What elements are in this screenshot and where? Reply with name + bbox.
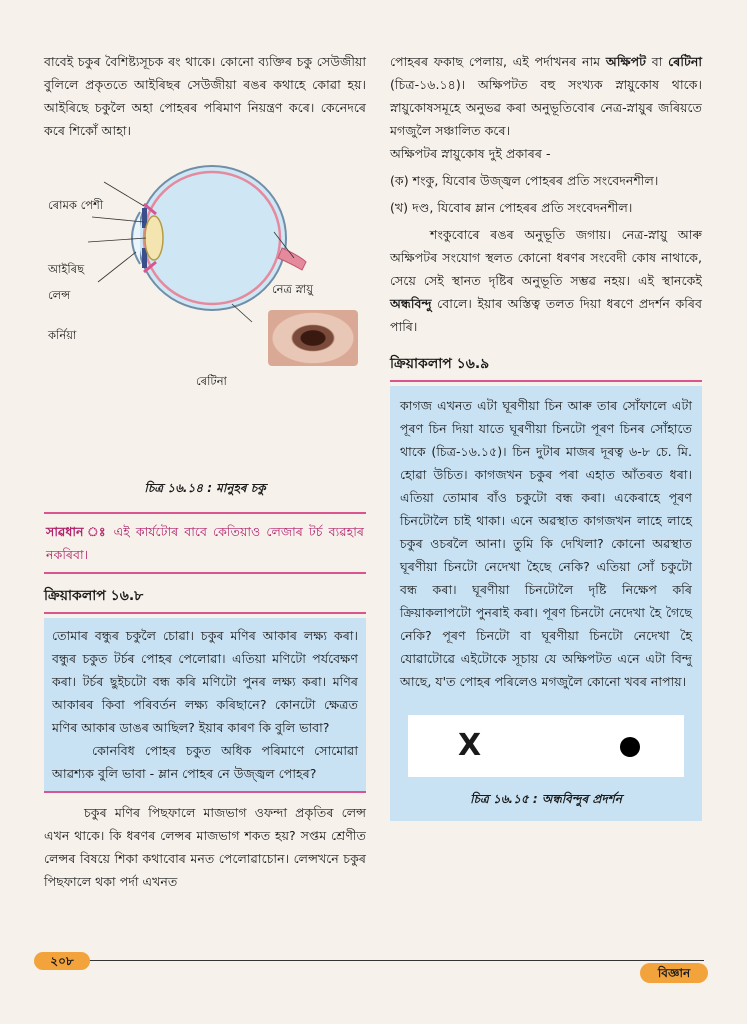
- blind-spot-paragraph: [390, 223, 702, 338]
- left-column: [44, 50, 366, 893]
- eye-figure: [44, 142, 366, 442]
- term-blind-spot: অন্ধবিন্দু: [390, 296, 432, 311]
- blind-spot-text-c: বোলে। ইয়াৰ অস্তিত্ব তলত দিয়া ধৰণে প্ৰদৰ্শন কৰিব পাৰি।: [390, 296, 702, 334]
- warning-lead: সাৱধান ঃ: [46, 524, 108, 539]
- page-number-badge: ২০৮: [34, 952, 90, 970]
- activity-169-title: ক্ৰিয়াকলাপ ১৬.৯: [390, 352, 702, 382]
- retina-text-d: (চিত্ৰ-১৬.১৪)। অক্ষিপটত বহু সংখ্যক স্নায়ুকোষ থাকে। স্নায়ুকোষসমূহে অনুভৱ কৰা অনুভূতিবোৰ নেত্ৰ-স্নায়ুৰ জৰিয়তে মগজুলৈ সঞ্চালিত কৰে।: [390, 77, 702, 138]
- round-dot: [620, 737, 640, 757]
- label-retina: ৰেটিনা: [196, 374, 227, 388]
- activity-168-box: [44, 618, 366, 793]
- activity-168-text: তোমাৰ বন্ধুৰ চকুলৈ চোৱা। চকুৰ মণিৰ আকাৰ লক্ষ্য কৰা। বন্ধুৰ চকুত টৰ্চৰ পোহৰ পেলোৱা। এতিয়া মণিটো পৰ্যবেক্ষণ কৰা। টৰ্চৰ ছুইচটো বন্ধ কৰি মণিটো পুনৰ লক্ষ্য কৰা। মণিৰ আকাৰৰ কিবা পৰিবৰ্তন লক্ষ্য কৰিছানে? কোনটো ক্ষেত্ৰত মণিৰ আকাৰ ডাঙৰ আছিল? ইয়াৰ কাৰণ কি বুলি ভাবা?: [52, 628, 358, 735]
- warning-box: [44, 512, 366, 574]
- eye-diagram: [44, 142, 366, 442]
- subject-badge: বিজ্ঞান: [640, 963, 708, 983]
- right-column: [390, 50, 702, 821]
- intro-paragraph: বাবেই চকুৰ বৈশিষ্ট্যসূচক ৰং থাকে। কোনো ব্যক্তিৰ চকু সেউজীয়া বুলিলে প্ৰকৃততে আইৰিছৰ সেউজীয়া ৰঙৰ কথাহে কোৱা হয়। আইৰিছে চকুলৈ অহা পোহৰৰ পৰিমাণ নিয়ন্ত্ৰণ কৰে। কেনেদৰে কৰে শিকোঁ আহা।: [44, 54, 366, 138]
- label-ciliary-muscle: ৰোমক পেশী: [48, 198, 104, 212]
- activity-168-question: কোনবিধ পোহৰ চকুত অধিক পৰিমাণে সোমোৱা আৱশ্যক বুলি ভাবা - ম্লান পোহৰ নে উজ্জ্বল পোহৰ?: [52, 743, 358, 781]
- list-item-cones: (ক) শংকু, যিবোৰ উজ্জ্বল পোহৰৰ প্ৰতি সংবেদনশীল।: [390, 173, 659, 188]
- blind-spot-text-a: শংকুবোৰে ৰঙৰ অনুভূতি জগায়। নেত্ৰ-স্নায়ু আৰু অক্ষিপটৰ সংযোগ স্থলত কোনো ধৰণৰ সংবেদী কোষ নাথাকে, সেয়ে সেই স্থানত দৃষ্টিৰ অনুভূতি সম্ভৱ নহয়। এই স্থানকেই: [390, 227, 702, 288]
- retina-text-a: পোহৰৰ ফকাছ পেলায়, এই পৰ্দাখনৰ নাম: [390, 54, 606, 69]
- label-optic-nerve: নেত্ৰ স্নায়ু: [272, 282, 314, 296]
- label-lens: লেন্স: [48, 288, 71, 302]
- cross-mark: X: [458, 728, 482, 763]
- label-iris: আইৰিছ: [48, 262, 85, 276]
- retina-text-c: বা: [646, 54, 669, 69]
- list-item-rods: (খ) দণ্ড, যিবোৰ ম্লান পোহৰৰ প্ৰতি সংবেদনশীল।: [390, 200, 633, 215]
- term-akshipot: অক্ষিপট: [605, 54, 647, 69]
- term-retina: ৰেটিনা: [668, 54, 702, 69]
- activity-169-text: কাগজ এখনত এটা ঘূৰণীয়া চিন আৰু তাৰ সোঁফালে এটা পূৰণ চিন দিয়া যাতে ঘূৰণীয়া চিনটো পূৰণ চিনৰ সোঁহাতে থাকে (চিত্ৰ-১৬.১৫)। চিন দুটাৰ মাজৰ দূৰত্ব ৬-৮ চে. মি. হোৱা উচিত। কাগজখন চকুৰ পৰা এহাত আঁতৰত ধৰা। এতিয়া তোমাৰ বাঁও চকুটো বন্ধ কৰা। একেৰাহে পূৰণ চিনটোলৈ চাই থাকা। এনে অৱস্থাত কাগজখন লাহে লাহে চকুৰ ওচৰলৈ আনা। তুমি কি দেখিলা? কোনো অৱস্থাত ঘূৰণীয়া চিনটো নেদেখা হৈছে নেকি? এতিয়া সোঁ চকুটো বন্ধ কৰা। ঘূৰণীয়া চিনটোলৈ দৃষ্টি নিক্ষেপ কৰি ক্ৰিয়াকলাপটো পুনৰাই কৰা। পূৰণ চিনটো নেদেখা হৈ গৈছে নেকি? পূৰণ চিনটো বা ঘূৰণীয়া চিনটো নেদেখা হৈ যোৱাটোৱে এইটোকে সূচায় যে অক্ষিপটত এনে এটা বিন্দু আছে, য'ত পোহৰ পৰিলেও মগজুলৈ কোনো খবৰ নাপায়।: [400, 398, 692, 689]
- activity-168-title: ক্ৰিয়াকলাপ ১৬.৮: [44, 584, 366, 614]
- warning-text: এই কাৰ্যটোৰ বাবে কেতিয়াও লেজাৰ টৰ্চ ব্যৱহাৰ নকৰিবা।: [46, 524, 364, 562]
- retina-paragraph: [390, 50, 702, 142]
- figure-caption-1614: চিত্ৰ ১৬.১৪ : মানুহৰ চকু: [144, 481, 266, 495]
- blind-spot-demo-card: [408, 715, 684, 777]
- eye-photo: [268, 310, 358, 366]
- label-cornea: কৰ্নিয়া: [48, 328, 77, 342]
- figure-caption-1615: চিত্ৰ ১৬.১৫ : অন্ধবিন্দুৰ প্ৰদৰ্শন: [470, 792, 622, 806]
- footer-divider: [38, 960, 704, 961]
- activity-169-box: [390, 386, 702, 821]
- cell-types-intro: অক্ষিপটৰ স্নায়ুকোষ দুই প্ৰকাৰৰ -: [390, 146, 551, 161]
- lens-paragraph: চকুৰ মণিৰ পিছফালে মাজভাগ ওফন্দা প্ৰকৃতিৰ লেন্স এখন থাকে। কি ধৰণৰ লেন্সৰ মাজভাগ শকত হয়? সপ্তম শ্ৰেণীত লেন্সৰ বিষয়ে শিকা কথাবোৰ মনত পেলোৱাচোন। লেন্সখনে চকুৰ পিছফালে থকা পৰ্দা এখনত: [44, 805, 366, 889]
